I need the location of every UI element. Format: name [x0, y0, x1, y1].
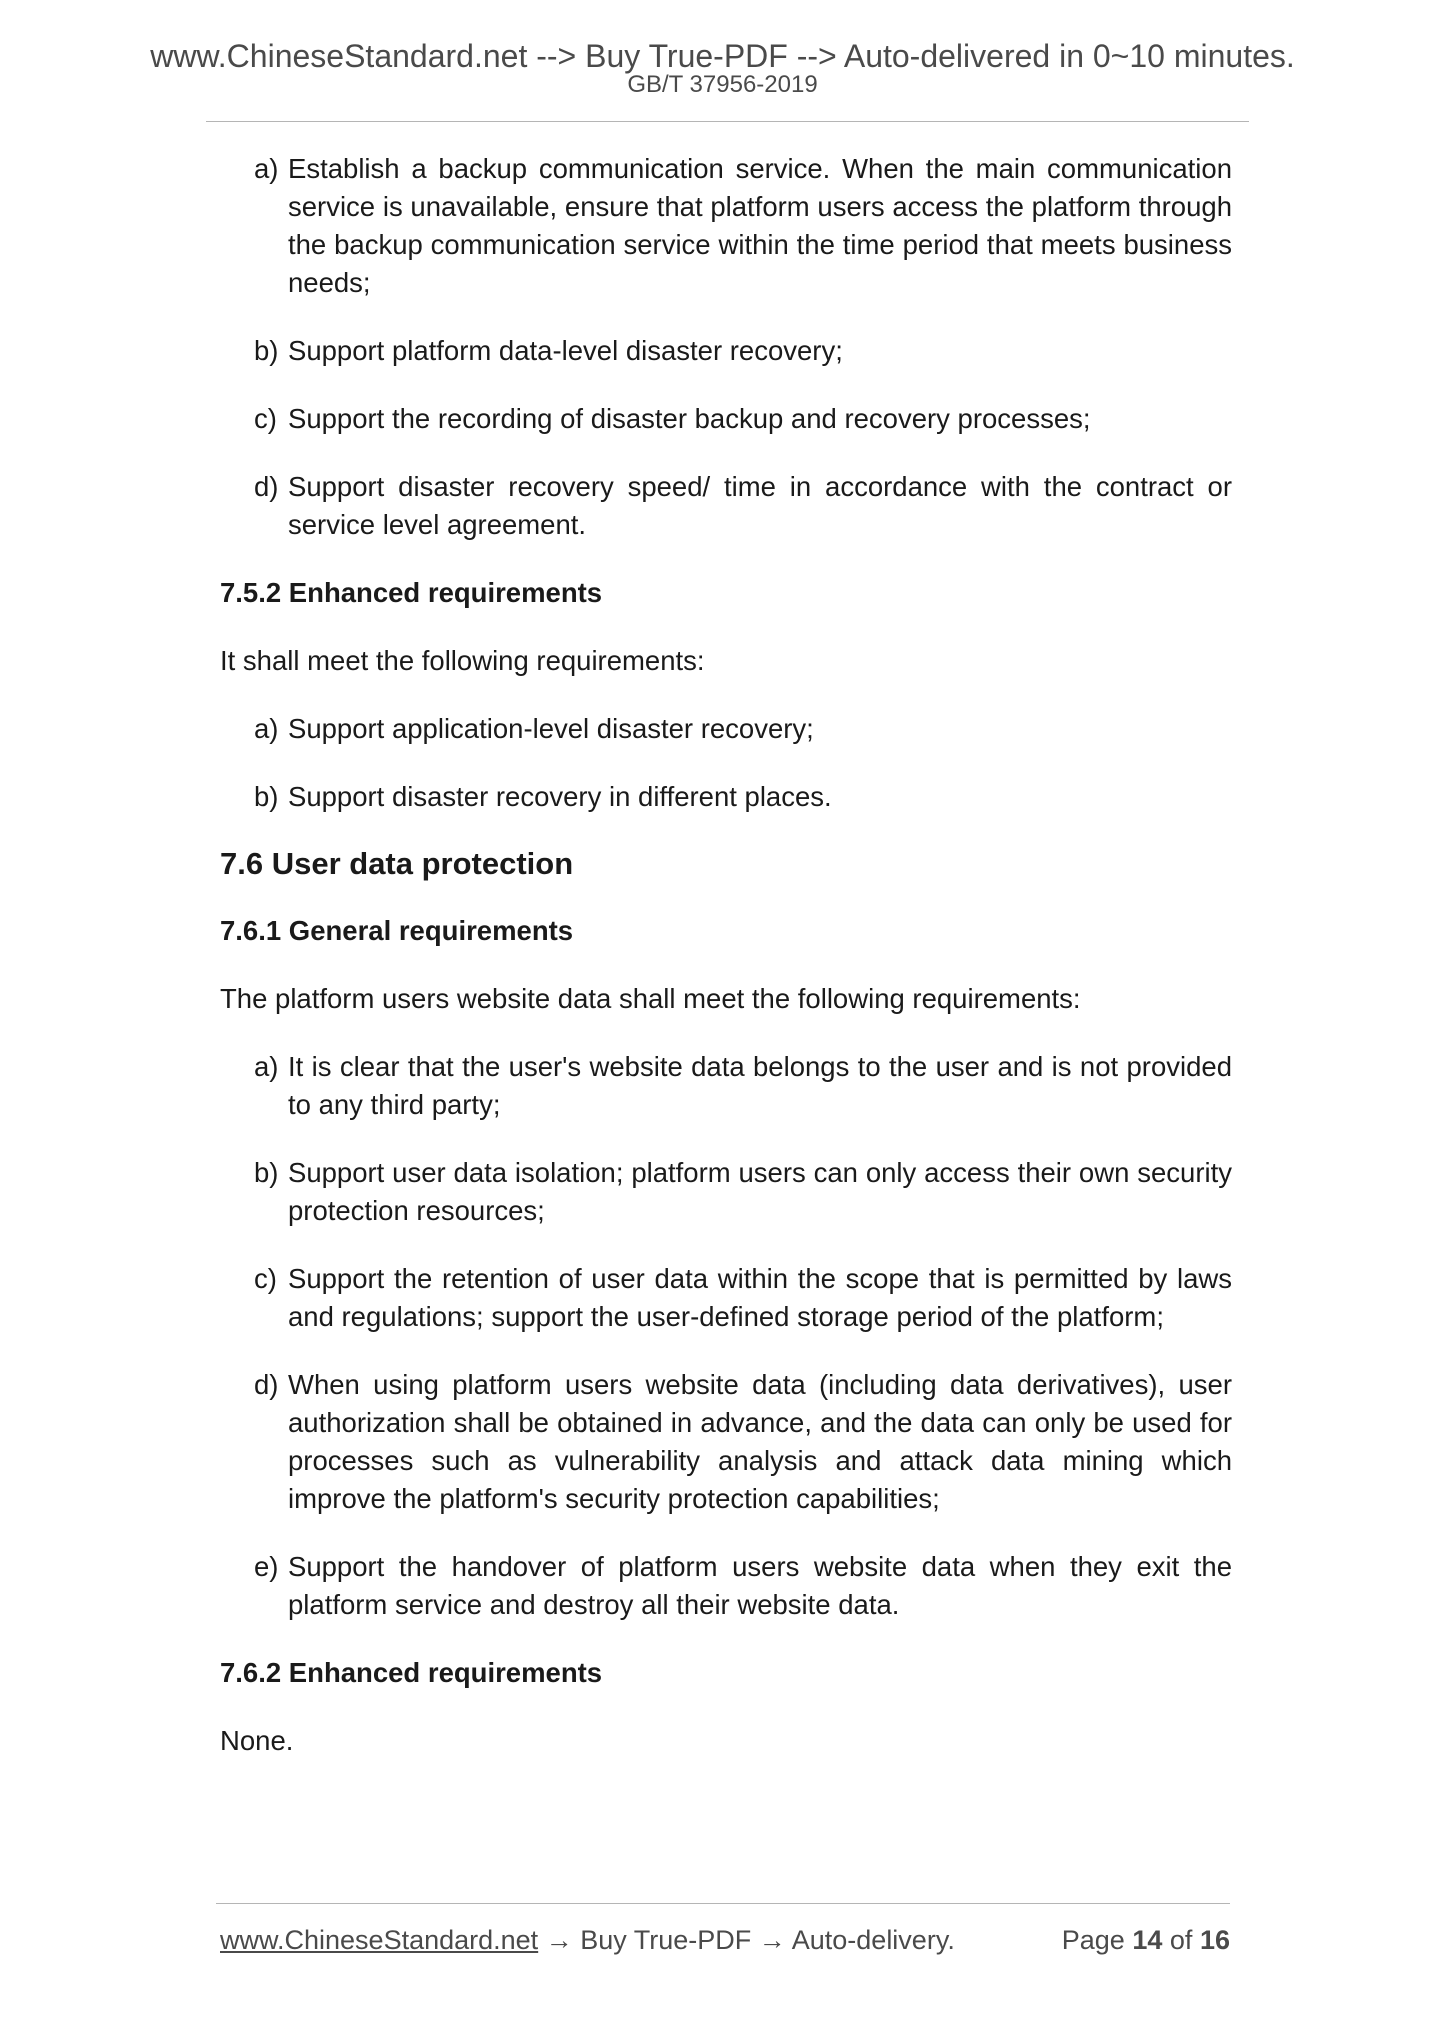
- list-item-text: Support the retention of user data within the scope that is permitted by laws and regulations; support the user-defined storage period of the platform;: [288, 1263, 1232, 1332]
- header-banner: www.ChineseStandard.net --> Buy True-PDF --> Auto-delivered in 0~10 minutes.: [150, 38, 1295, 74]
- page-number: [1062, 1924, 1230, 1956]
- document-code: GB/T 37956-2019: [627, 71, 818, 98]
- list-item-text: Support user data isolation; platform users can only access their own security protection resources;: [288, 1157, 1232, 1226]
- section-heading-7-6-2: 7.6.2 Enhanced requirements: [220, 1657, 603, 1688]
- list-item-text: Support application-level disaster recovery;: [288, 713, 814, 744]
- page-label: Page: [1061, 1925, 1125, 1955]
- list-marker: d): [254, 471, 279, 502]
- list-item: [254, 1548, 1232, 1624]
- page-content: [220, 150, 1232, 1760]
- list-marker: d): [254, 1369, 279, 1400]
- section-intro: The platform users website data shall meet the following requirements:: [220, 983, 1081, 1014]
- list-item: [254, 778, 1232, 816]
- list-item-text: It is clear that the user's website data belongs to the user and is not provided to any third party;: [288, 1051, 1232, 1120]
- list-item-text: Establish a backup communication service. When the main communication service is unavailable, ensure that platform users access the platform through the backup communication service within the time period that meets business needs;: [288, 153, 1232, 298]
- footer-site-link[interactable]: www.ChineseStandard.net: [220, 1925, 539, 1955]
- list-item: [254, 1260, 1232, 1336]
- list-item-text: Support the recording of disaster backup and recovery processes;: [288, 403, 1091, 434]
- footer-divider: [216, 1903, 1230, 1904]
- header-divider: [206, 121, 1249, 122]
- list-item-text: Support platform data-level disaster recovery;: [288, 335, 843, 366]
- list-item: [254, 468, 1232, 544]
- footer-promo: [220, 1924, 955, 1956]
- page-current: 14: [1132, 1925, 1163, 1955]
- section-heading-7-6-1: 7.6.1 General requirements: [220, 915, 574, 946]
- section-heading-7-6: 7.6 User data protection: [220, 846, 574, 881]
- of-label: of: [1169, 1925, 1193, 1955]
- section-intro: It shall meet the following requirements:: [220, 645, 705, 676]
- list-item: [254, 332, 1232, 370]
- list-marker: b): [254, 1157, 279, 1188]
- list-marker: a): [254, 153, 279, 184]
- list-marker: b): [254, 781, 279, 812]
- list-item: [254, 1048, 1232, 1124]
- list-marker: c): [254, 1263, 277, 1294]
- list-item: [254, 150, 1232, 302]
- list-marker: a): [254, 713, 279, 744]
- footer-promo-text: → Buy True-PDF → Auto-delivery.: [538, 1925, 955, 1955]
- list-item-text: When using platform users website data (including data derivatives), user authorization shall be obtained in advance, and the data can only be used for processes such as vulnerability analysis and attack data mining which improve the platform's security protection capabilities;: [288, 1369, 1232, 1514]
- list-item-text: Support disaster recovery speed/ time in accordance with the contract or service level agreement.: [288, 471, 1232, 540]
- list-marker: b): [254, 335, 279, 366]
- list-item: [254, 1366, 1232, 1518]
- list-item: [254, 710, 1232, 748]
- list-item-text: Support disaster recovery in different places.: [288, 781, 832, 812]
- section-heading-7-5-2: 7.5.2 Enhanced requirements: [220, 577, 603, 608]
- list-item-text: Support the handover of platform users website data when they exit the platform service and destroy all their website data.: [288, 1551, 1232, 1620]
- list-marker: a): [254, 1051, 279, 1082]
- list-item: [254, 400, 1232, 438]
- list-item: [254, 1154, 1232, 1230]
- list-marker: e): [254, 1551, 279, 1582]
- list-marker: c): [254, 403, 277, 434]
- section-body: None.: [220, 1725, 294, 1756]
- page-total: 16: [1199, 1925, 1230, 1955]
